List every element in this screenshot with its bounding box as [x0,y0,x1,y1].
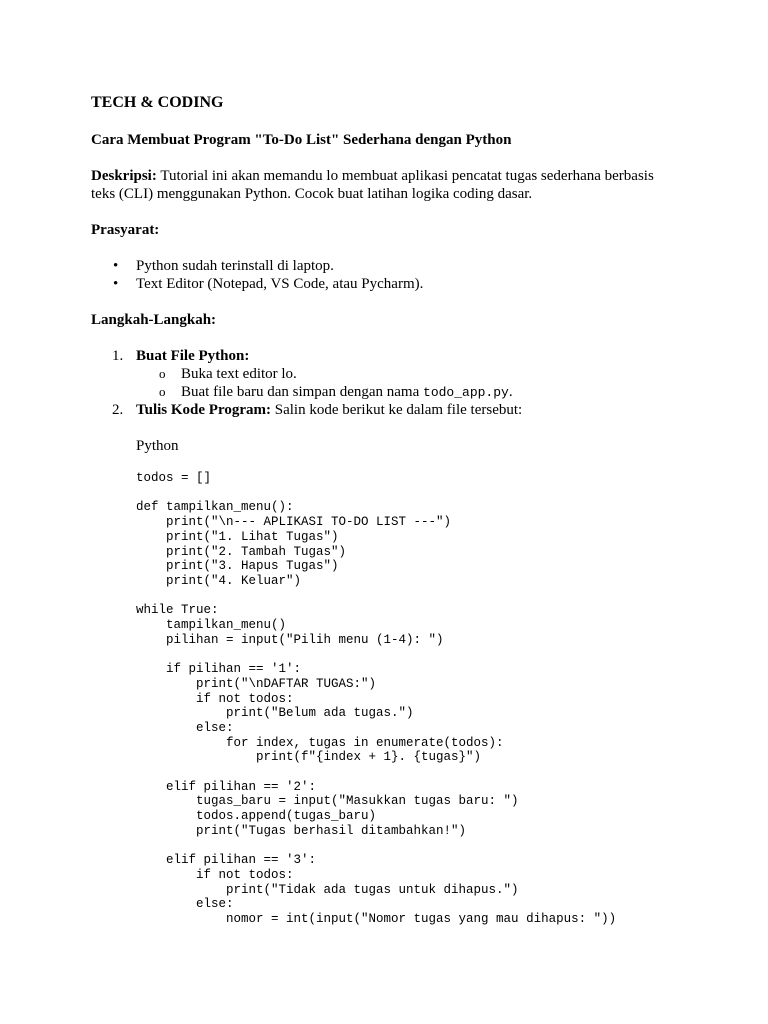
sub-item-text: Buat file baru dan simpan dengan nama [181,384,424,400]
step-title: Tulis Kode Program: [136,402,272,418]
prasyarat-list [91,257,423,293]
circle-bullet-icon: o [159,366,166,381]
sub-list-item [136,383,522,401]
step-text: Salin kode berikut ke dalam file tersebut: [271,402,523,418]
filename-code: todo_app.py [423,385,509,400]
section-title: TECH & CODING [91,94,224,111]
list-item-text: Text Editor (Notepad, VS Code, atau Pycharm). [136,276,424,292]
bullet-icon: • [113,258,119,274]
description-paragraph [91,167,681,203]
prasyarat-heading: Prasyarat: [91,222,160,238]
code-block: todos = [] def tampilkan_menu(): print("\n--- APLIKASI TO-DO LIST ---") print("1. Lihat Tugas") print("2. Tambah Tugas") print("3. Hapus Tugas") print("4. Keluar") while True: tampilkan_menu() pilihan = input("Pilih menu (1-4): ") if pilihan == '1': print("\nDAFTAR TUGAS:") if not todos: print("Belum ada tugas.") else: for index, tugas in enumerate(todos): print(f"{index + 1}. {tugas}") elif pilihan == '2': tugas_baru = input("Masukkan tugas baru: ") todos.append(tugas_baru) print("Tugas berhasil ditambahkan!") elif pilihan == '3': if not todos: print("Tidak ada tugas untuk dihapus.") else: nomor = int(input("Nomor tugas yang mau dihapus: ")) [136,471,617,927]
step-item [91,401,522,419]
sub-list-item [136,365,522,383]
list-item [91,275,423,293]
list-item [91,257,423,275]
circle-bullet-icon: o [159,384,166,399]
list-item-text: Python sudah terinstall di laptop. [136,258,334,274]
langkah-heading: Langkah-Langkah: [91,312,217,328]
description-text: Tutorial ini akan memandu lo membuat aplikasi pencatat tugas sederhana berbasis teks (CLI) menggunakan Python. Cocok buat latihan logika coding dasar. [91,168,654,202]
steps-list [91,347,522,419]
step-number: 1. [112,348,124,364]
description-label: Deskripsi: [91,168,157,184]
sub-list [136,365,522,401]
step-number: 2. [112,402,124,418]
code-language-label: Python [136,438,179,454]
step-item [91,347,522,401]
sub-item-text: Buka text editor lo. [181,366,297,382]
doc-title: Cara Membuat Program "To-Do List" Sederhana dengan Python [91,132,512,148]
step-title: Buat File Python: [136,348,250,364]
bullet-icon: • [113,276,119,292]
sub-item-suffix: . [508,384,513,400]
